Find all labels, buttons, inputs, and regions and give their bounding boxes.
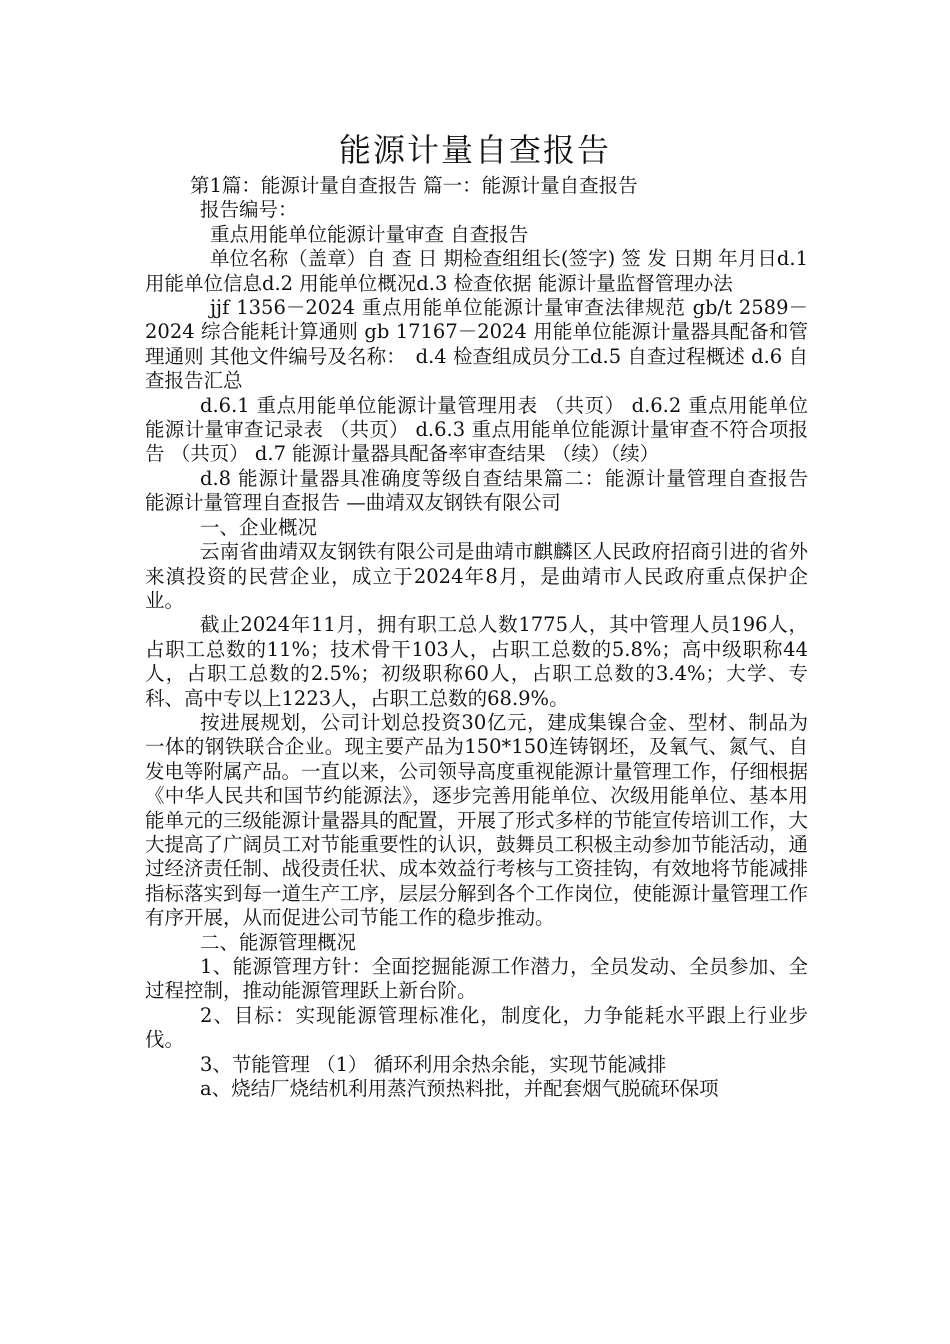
paragraph: 2、目标：实现能源管理标准化，制度化，力争能耗水平跟上行业步伐。 (145, 1003, 808, 1052)
paragraph: d.8 能源计量器具准确度等级自查结果篇二：能源计量管理自查报告 能源计量管理自查报告 —曲靖双友钢铁有限公司 (145, 466, 808, 515)
paragraph: 第1篇：能源计量自查报告 篇一：能源计量自查报告 (190, 174, 638, 197)
document-title: 能源计量自查报告 (338, 131, 611, 169)
paragraph: 云南省曲靖双友钢铁有限公司是曲靖市麒麟区人民政府招商引进的省外来滇投资的民营企业，成立于2024年8月，是曲靖市人民政府重点保护企业。 (145, 540, 808, 612)
paragraph: jjf 1356－2024 重点用能单位能源计量审查法律规范 gb/t 2589－2024 综合能耗计算通则 gb 17167－2024 用能单位能源计量器具配备和管理通则 其他文件编号及名称： d.4 检查组成员分工d.5 自查过程概述 d.6 自查报告汇总 (145, 296, 808, 393)
section-heading: 二、能源管理概况 (200, 930, 357, 954)
paragraph: 按进展规划，公司计划总投资30亿元，建成集镍合金、型材、制品为一体的钢铁联合企业。现主要产品为150*150连铸钢坯，及氧气、氮气、自发电等附属产品。一直以来，公司领导高度重视能源计量管理工作，仔细根据《中华人民共和国节约能源法》，逐步完善用能单位、次级用能单位、基本用能单元的三级能源计量器具的配置，开展了形式多样的节能宣传培训工作，大大提高了广阔员工对节能重要性的认识，鼓舞员工积极主动参加节能活动，通过经济责任制、战役责任状、成本效益行考核与工资挂钩，有效地将节能减排指标落实到每一道生产工序，层层分解到各个工作岗位，使能源计量管理工作有序开展，从而促进公司节能工作的稳步推动。 (145, 710, 809, 930)
paragraph: 3、节能管理 （1） 循环利用余热余能，实现节能减排 (200, 1052, 667, 1076)
paragraph: 重点用能单位能源计量审查 自查报告 (210, 222, 529, 246)
document-body (145, 174, 808, 1101)
paragraph: 单位名称（盖章）自 查 日 期检查组组长(签字) 签 发 日期 年月日d.1 用能单位信息d.2 用能单位概况d.3 检查依据 能源计量监督管理办法 (145, 247, 808, 295)
paragraph: 报告编号： (200, 198, 298, 222)
paragraph: a、烧结厂烧结机利用蒸汽预热料批，并配套烟气脱硫环保项 (200, 1077, 719, 1101)
paragraph: 截止2024年11月，拥有职工总人数1775人，其中管理人员196人，占职工总数的11%；技术骨干103人，占职工总数的5.8%；高中级职称44人，占职工总数的2.5%；初级职称60人，占职工总数的3.4%；大学、专科、高中专以上1223人，占职工总数的68.9%。 (145, 613, 808, 710)
paragraph: d.6.1 重点用能单位能源计量管理用表 （共页） d.6.2 重点用能单位能源计量审查记录表 （共页） d.6.3 重点用能单位能源计量审查不符合项报告 （共页） d.7 能源计量器具配备率审查结果 （续）（续） (145, 393, 808, 466)
section-heading: 一、企业概况 (200, 515, 318, 539)
paragraph: 1、能源管理方针：全面挖掘能源工作潜力，全员发动、全员参加、全过程控制，推动能源管理跃上新台阶。 (145, 955, 808, 1003)
